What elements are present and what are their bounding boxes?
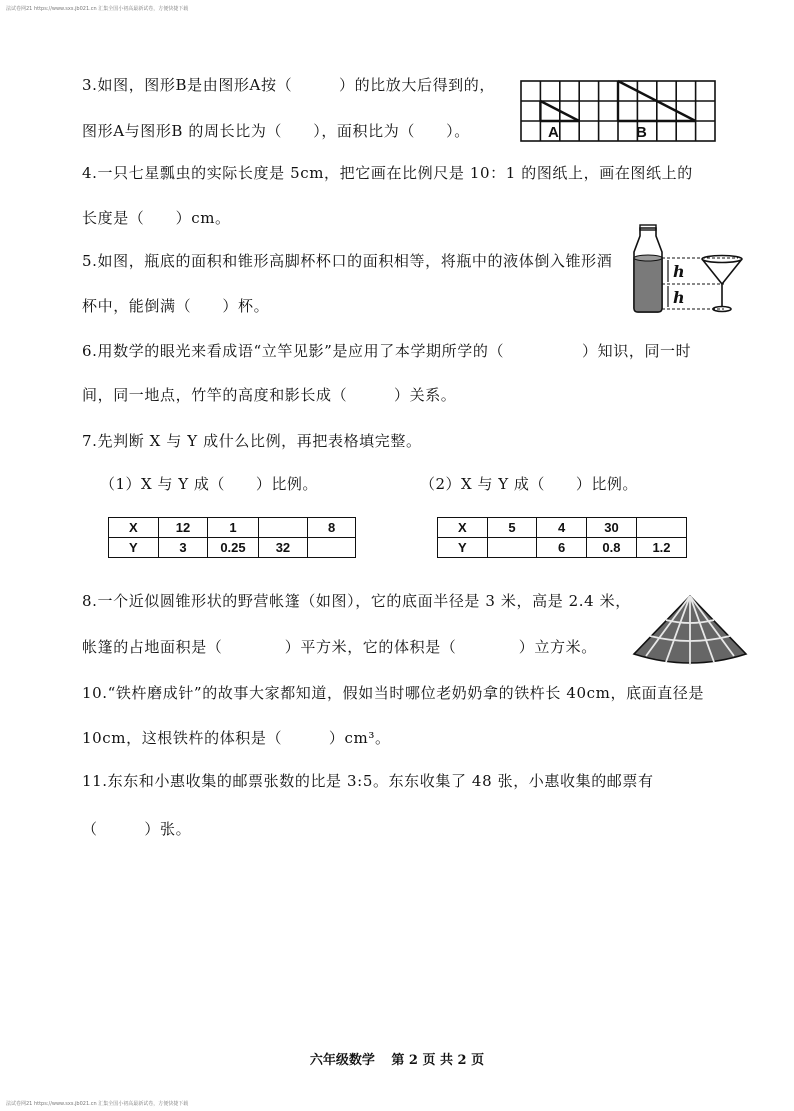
table-cell: 3 bbox=[158, 538, 208, 558]
table-cell: 12 bbox=[158, 518, 208, 538]
table-row bbox=[109, 518, 356, 538]
table-row bbox=[438, 518, 687, 538]
table-cell: 30 bbox=[586, 518, 636, 538]
table-cell: X bbox=[109, 518, 159, 538]
table-cell: 0.25 bbox=[208, 538, 258, 558]
page-header-text: 法试卷网21 https://www.sxs.jb021.cn 汇集全国小初高最新试卷，方便快捷下载 bbox=[6, 6, 189, 12]
table-cell: 0.8 bbox=[586, 538, 636, 558]
table-cell: 6 bbox=[537, 538, 587, 558]
q8-line1: 8.一个近似圆锥形状的野营帐篷（如图），它的底面半径是 3 米，高是 2.4 米， bbox=[82, 592, 631, 610]
q7-part1: （1）X 与 Y 成（ ）比例。 bbox=[100, 475, 318, 493]
q10-line2: 10cm，这根铁杵的体积是（ ）cm³。 bbox=[82, 729, 391, 747]
q3-line2: 图形A与图形B 的周长比为（ ），面积比为（ ）。 bbox=[82, 122, 470, 140]
table-cell: Y bbox=[109, 538, 159, 558]
q8-line2: 帐篷的占地面积是（ ）平方米，它的体积是（ ）立方米。 bbox=[82, 638, 597, 656]
table-cell: 32 bbox=[258, 538, 308, 558]
q8-tent-cone-figure bbox=[628, 592, 752, 670]
table-cell: Y bbox=[438, 538, 488, 558]
page-bottom-text: 法试卷网21 https://www.sxs.jb021.cn 汇集全国小初高最新试卷，方便快捷下载 bbox=[6, 1101, 189, 1107]
page-footer bbox=[0, 1049, 794, 1068]
table-row bbox=[438, 538, 687, 558]
q11-line2: （ ）张。 bbox=[82, 820, 192, 838]
table-cell: 1.2 bbox=[636, 538, 686, 558]
q7-part2: （2）X 与 Y 成（ ）比例。 bbox=[420, 475, 638, 493]
footer-subject: 六年级数学 bbox=[309, 1053, 375, 1068]
table-cell: 5 bbox=[487, 518, 537, 538]
table-cell bbox=[258, 518, 308, 538]
q7-table2 bbox=[437, 517, 687, 558]
table-cell bbox=[487, 538, 537, 558]
bottle-liquid bbox=[634, 258, 662, 312]
footer-page-number: 第 2 页 共 2 页 bbox=[391, 1053, 485, 1068]
table-row bbox=[109, 538, 356, 558]
q5-h-label-2: h bbox=[673, 288, 685, 307]
q3-grid-figure bbox=[518, 78, 718, 144]
q5-line2: 杯中，能倒满（ ）杯。 bbox=[82, 297, 270, 315]
table-cell: X bbox=[438, 518, 488, 538]
q4-line2: 长度是（ ）cm。 bbox=[82, 209, 231, 227]
q5-bottle-and-glass-figure bbox=[628, 222, 746, 316]
table-cell: 4 bbox=[537, 518, 587, 538]
q7-line1: 7.先判断 X 与 Y 成什么比例，再把表格填完整。 bbox=[82, 432, 422, 450]
q10-line1: 10.“铁杵磨成针”的故事大家都知道，假如当时哪位老奶奶拿的铁杵长 40cm，底面直径是 bbox=[82, 684, 705, 702]
q6-line1: 6.用数学的眼光来看成语“立竿见影”是应用了本学期所学的（ ）知识，同一时 bbox=[82, 342, 692, 360]
table-cell bbox=[636, 518, 686, 538]
q11-line1: 11.东东和小惠收集的邮票张数的比是 3:5。东东收集了 48 张，小惠收集的邮票有 bbox=[82, 772, 654, 790]
q4-line1: 4.一只七星瓢虫的实际长度是 5cm，把它画在比例尺是 10：1 的图纸上，画在图纸上的 bbox=[82, 164, 693, 182]
q5-h-label-1: h bbox=[673, 262, 685, 281]
q7-table1 bbox=[108, 517, 356, 558]
table-cell: 1 bbox=[208, 518, 258, 538]
q3-label-b: B bbox=[636, 124, 647, 141]
q3-line1: 3.如图，图形B是由图形A按（ ）的比放大后得到的， bbox=[82, 76, 495, 94]
q3-label-a: A bbox=[548, 124, 559, 141]
q6-line2: 间，同一地点，竹竿的高度和影长成（ ）关系。 bbox=[82, 386, 457, 404]
q5-line1: 5.如图，瓶底的面积和锥形高脚杯杯口的面积相等，将瓶中的液体倒入锥形酒 bbox=[82, 252, 613, 270]
table-cell: 8 bbox=[308, 518, 356, 538]
table-cell bbox=[308, 538, 356, 558]
